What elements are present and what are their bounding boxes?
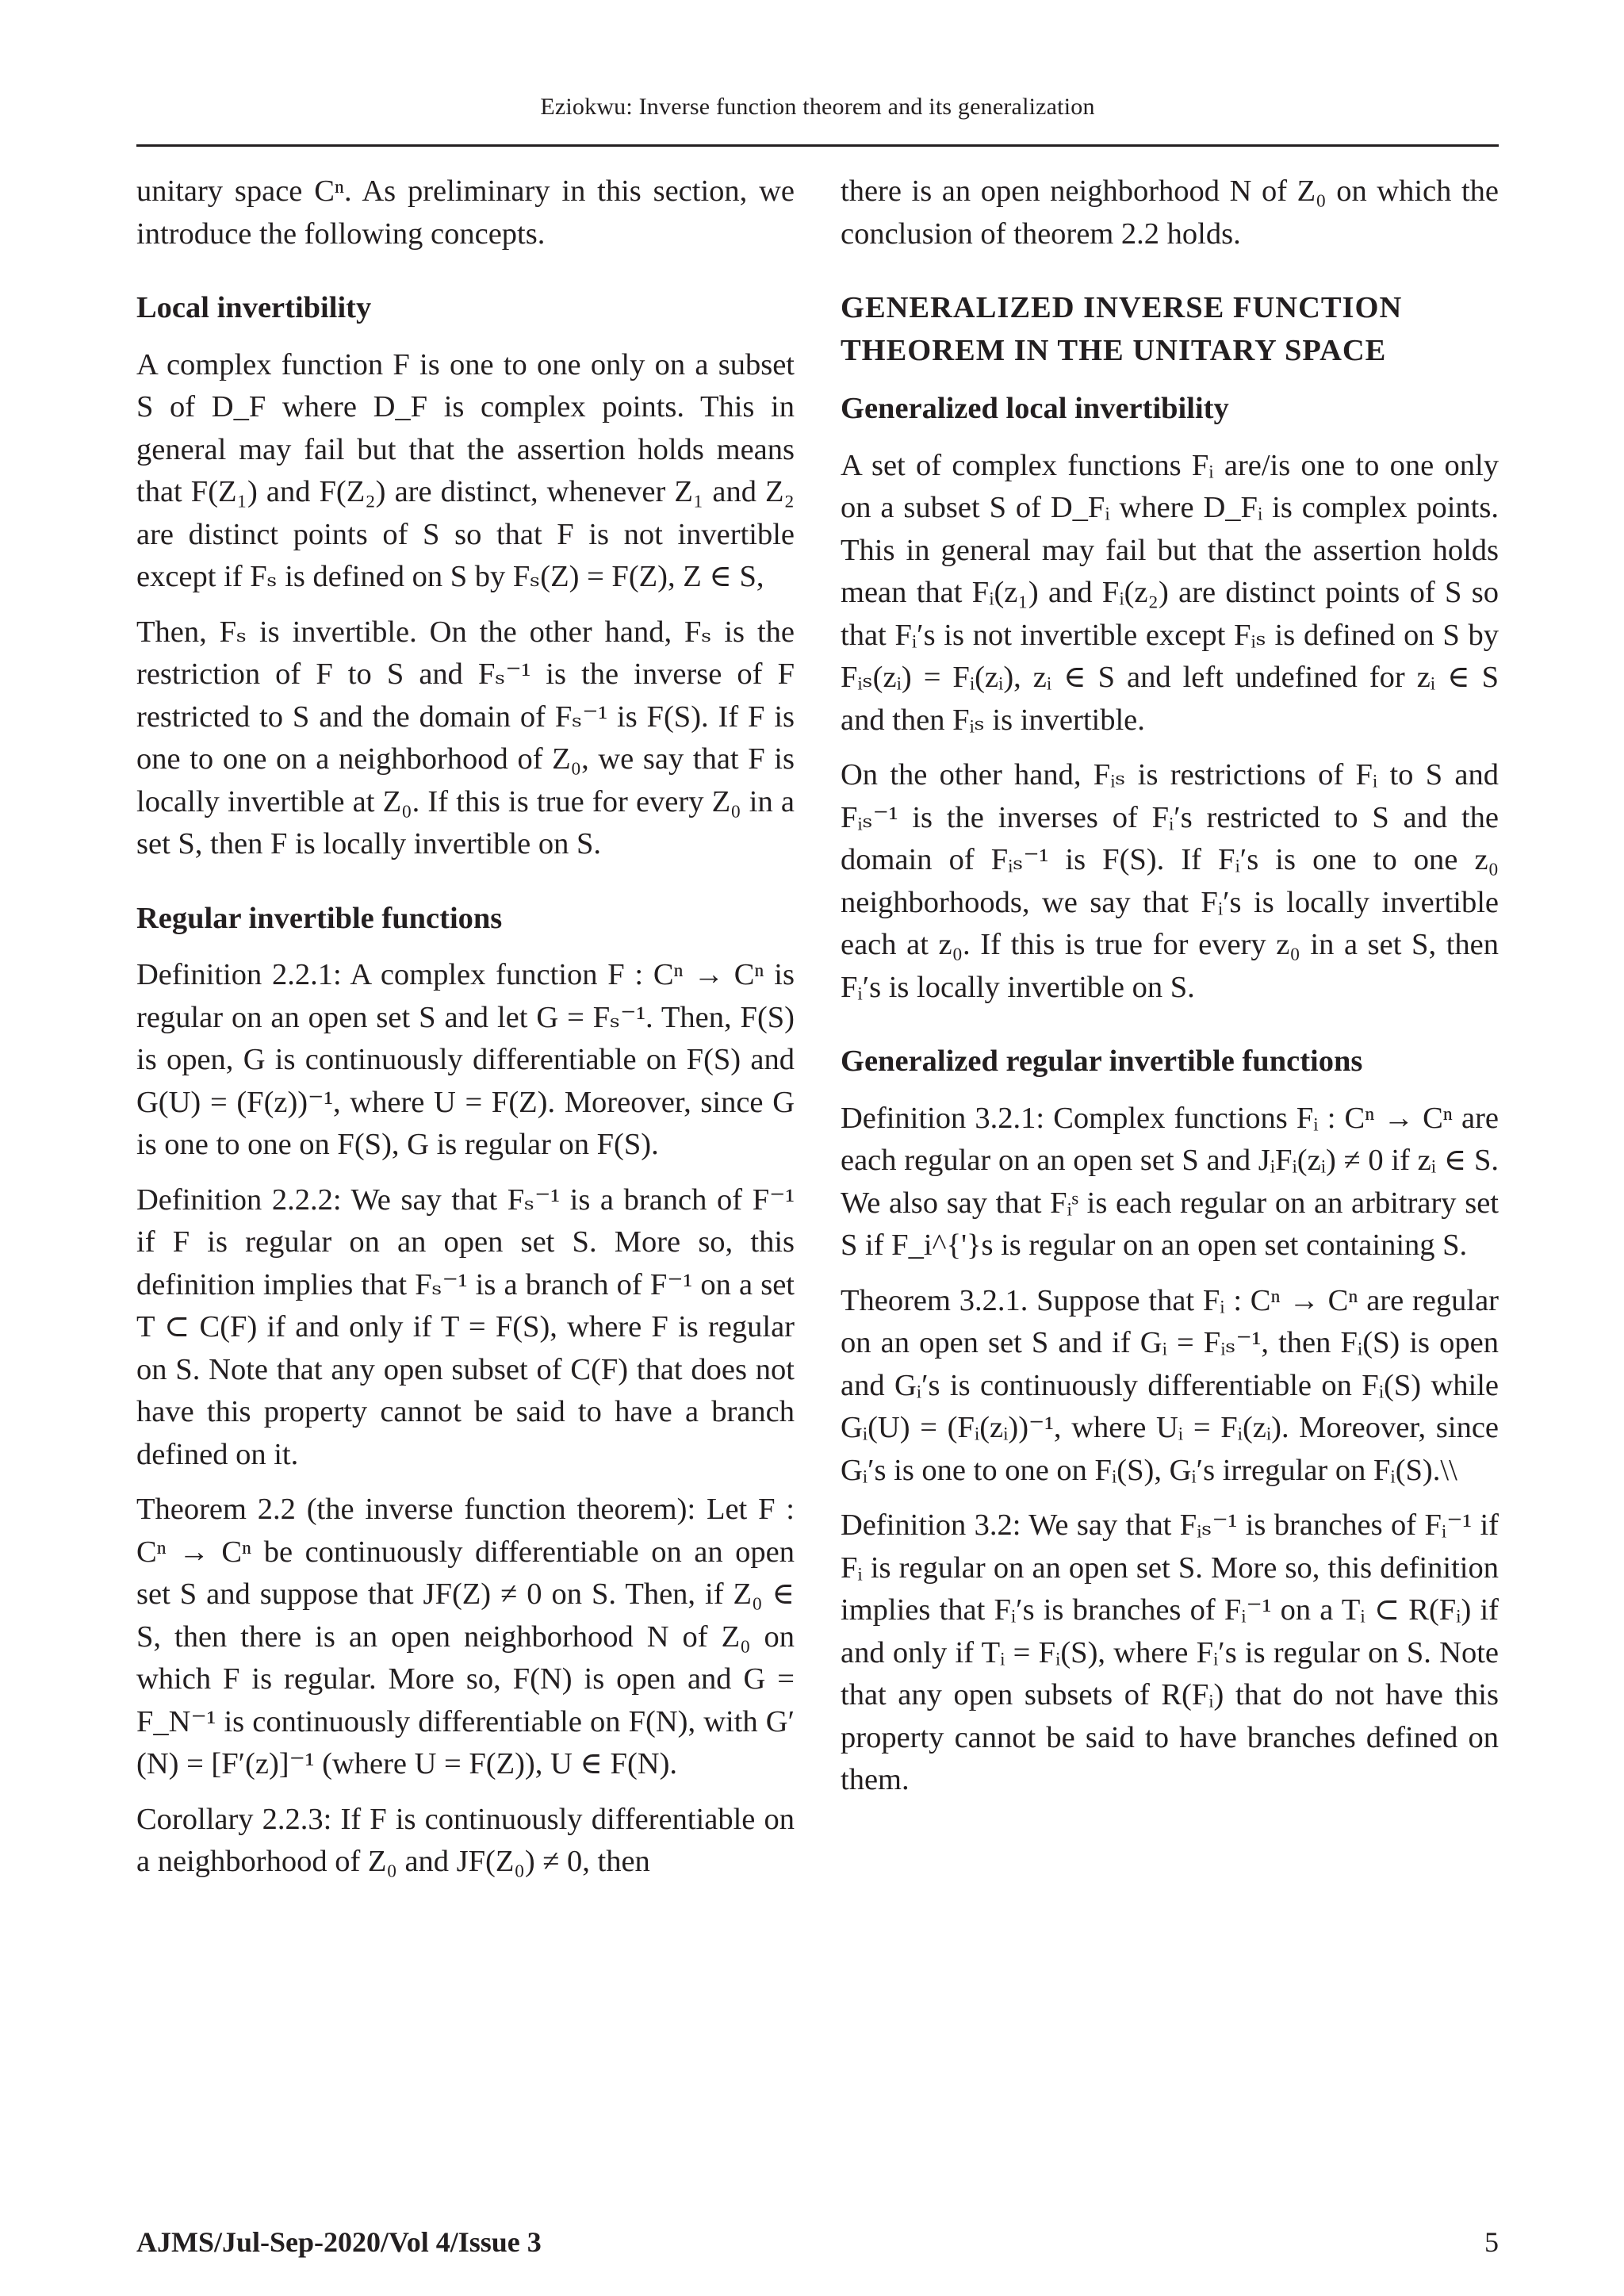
footer-page-number: 5 — [1484, 2226, 1499, 2258]
intro-paragraph: unitary space Cⁿ. As preliminary in this section, we introduce the following concepts. — [136, 174, 795, 251]
generalized-local-paragraph-2: On the other hand, Fᵢₛ is restrictions of Fᵢ to S and Fᵢₛ⁻¹ is the inverses of Fᵢ′s restricted to S and the domain of Fᵢₛ⁻¹ is F(S). If Fᵢ′s is one to one z₀ neighborhoods, we say that Fᵢ′s is locally invertible each at z₀. If this is true for every z₀ in a set S, then Fᵢ′s is locally invertible on S. — [841, 758, 1499, 1004]
footer-journal: AJMS/Jul-Sep-2020/Vol 4/Issue 3 — [136, 2226, 542, 2258]
section-heading-generalized-theorem: GENERALIZED INVERSE FUNCTION THEOREM IN THE UNITARY SPACE — [841, 291, 1403, 367]
theorem-3-2-1: Theorem 3.2.1. Suppose that Fᵢ : Cⁿ → Cⁿ are regular on an open set S and if Gᵢ = Fᵢₛ⁻¹, then Fᵢ(S) is open and Gᵢ′s is continuously differentiable on Fᵢ(S) while Gᵢ(U) = (Fᵢ(zᵢ))⁻¹, where Uᵢ = Fᵢ(zᵢ). Moreover, since Gᵢ′s is one to one on Fᵢ(S), Gᵢ′s irregular on Fᵢ(S).\\ — [841, 1283, 1499, 1487]
header-rule — [136, 144, 1499, 147]
right-column — [841, 171, 1499, 1815]
definition-2-2-2: Definition 2.2.2: We say that Fₛ⁻¹ is a branch of F⁻¹ if F is regular on an open set S. More so, this definition implies that Fₛ⁻¹ is a branch of F⁻¹ on a set T ⊂ C(F) if and only if T = F(S), where F is regular on S. Note that any open subset of C(F) that does not have this property cannot be said to have a branch defined on it. — [136, 1182, 795, 1471]
local-invertibility-paragraph-1: A complex function F is one to one only on a subset S of D_F where D_F is complex points. This in general may fail but that the assertion holds means that F(Z₁) and F(Z₂) are distinct, whenever Z₁ and Z₂ are distinct points of S so that F is not invertible except if Fₛ is defined on S by Fₛ(Z) = F(Z), Z ∈ S, — [136, 347, 795, 593]
definition-2-2-1: Definition 2.2.1: A complex function F : Cⁿ → Cⁿ is regular on an open set S and let G = Fₛ⁻¹. Then, F(S) is open, G is continuously differentiable on F(S) and G(U) = (F(z))⁻¹, where U = F(Z). Moreover, since G is one to one on F(S), G is regular on F(S). — [136, 958, 795, 1161]
definition-3-2: Definition 3.2: We say that Fᵢₛ⁻¹ is branches of Fᵢ⁻¹ if Fᵢ is regular on an open set S. More so, this definition implies that Fᵢ′s is branches of Fᵢ⁻¹ on a Tᵢ ⊂ R(Fᵢ) if and only if Tᵢ = Fᵢ(S), where Fᵢ′s is regular on S. Note that any open subsets of R(Fᵢ) that do not have this property cannot be said to have branches defined on them. — [841, 1508, 1499, 1796]
running-head: Eziokwu: Inverse function theorem and its generalization — [540, 94, 1095, 120]
heading-regular-invertible-functions: Regular invertible functions — [136, 901, 503, 935]
left-column — [136, 171, 795, 1896]
local-invertibility-paragraph-2: Then, Fₛ is invertible. On the other hand, Fₛ is the restriction of F to S and Fₛ⁻¹ is the inverse of F restricted to S and the domain of Fₛ⁻¹ is F(S). If F is one to one on a neighborhood of Z₀, we say that F is locally invertible at Z₀. If this is true for every Z₀ in a set S, then F is locally invertible on S. — [136, 615, 795, 861]
theorem-2-2: Theorem 2.2 (the inverse function theorem): Let F : Cⁿ → Cⁿ be continuously differentiable on an open set S and suppose that JF(Z) ≠ 0 on S. Then, if Z₀ ∈ S, then there is an open neighborhood N of Z₀ on which F is regular. More so, F(N) is open and G = F_N⁻¹ is continuously differentiable on F(N), with G′(N) = [F′(z)]⁻¹ (where U = F(Z)), U ∈ F(N). — [136, 1493, 795, 1780]
definition-3-2-1: Definition 3.2.1: Complex functions Fᵢ : Cⁿ → Cⁿ are each regular on an open set S and JᵢFᵢ(zᵢ) ≠ 0 if zᵢ ∈ S. We also say that Fᵢˢ is each regular on an arbitrary set S if F_i^{'}s is regular on an open set containing S. — [841, 1101, 1499, 1262]
generalized-local-paragraph-1: A set of complex functions Fᵢ are/is one to one only on a subset S of D_Fᵢ where D_Fᵢ is complex points. This in general may fail but that the assertion holds mean that Fᵢ(z₁) and Fᵢ(z₂) are distinct points of S so that Fᵢ′s is not invertible except Fᵢₛ is defined on S by Fᵢₛ(zᵢ) = Fᵢ(zᵢ), zᵢ ∈ S and left undefined for zᵢ ∈ S and then Fᵢₛ is invertible. — [841, 448, 1499, 737]
continuation-paragraph: there is an open neighborhood N of Z₀ on which the conclusion of theorem 2.2 holds. — [841, 174, 1499, 251]
heading-generalized-local-invertibility: Generalized local invertibility — [841, 392, 1229, 425]
corollary-2-2-3: Corollary 2.2.3: If F is continuously differentiable on a neighborhood of Z₀ and JF(Z₀) ≠ 0, then — [136, 1802, 795, 1878]
heading-local-invertibility: Local invertibility — [136, 291, 372, 324]
heading-generalized-regular-invertible-functions: Generalized regular invertible functions — [841, 1045, 1363, 1078]
